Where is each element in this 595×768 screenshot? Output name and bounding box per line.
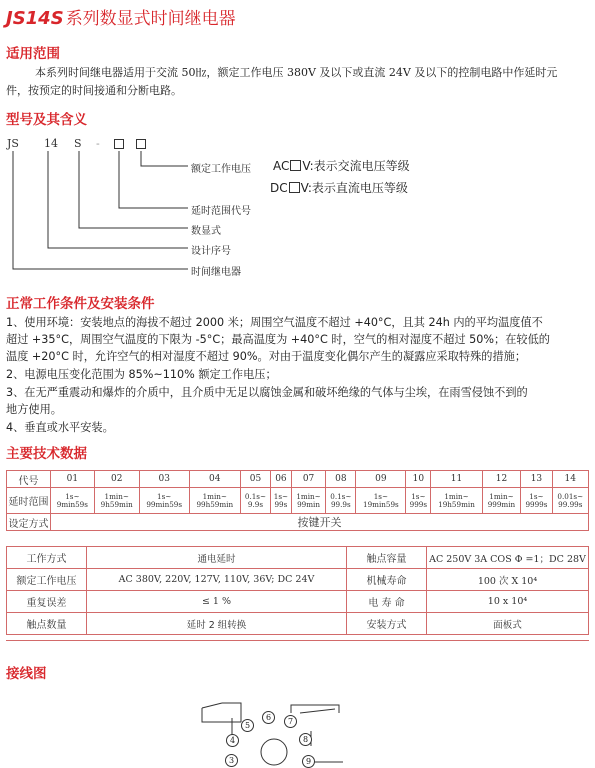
title-model: JS14S [6, 8, 64, 29]
meaning-digital: 数显式 [191, 226, 221, 237]
spec-label: 安装方式 [347, 613, 427, 635]
spec-value: 面板式 [427, 613, 589, 635]
ac-voltage-note [273, 157, 410, 174]
range-cell: 1s~ 999s [406, 488, 431, 514]
range-cell: 1s~ 19min59s [356, 488, 406, 514]
code-dash: - [96, 137, 100, 150]
range-cell: 1s~ 9999s [521, 488, 552, 514]
conditions-line-1: 1、使用环境：安装地点的海拔不超过 2000 米；周围空气温度不超过 +40°C，且其 24h 内的平均温度值不 [6, 316, 543, 329]
terminal-8: 8 [299, 733, 312, 746]
table-row [7, 514, 589, 531]
code-cell: 09 [356, 471, 406, 488]
table-row [7, 569, 589, 591]
spec-value: 10 x 10⁴ [427, 591, 589, 613]
spec-value: AC 380V, 220V, 127V, 110V, 36V; DC 24V [87, 569, 347, 591]
row-label-range: 延时范围 [7, 488, 51, 514]
code-cell: 03 [139, 471, 189, 488]
ac-suffix: V:表示交流电压等级 [302, 159, 410, 173]
code-js: JS [7, 137, 19, 150]
terminal-3: 3 [225, 754, 238, 767]
conditions-line-5: 3、在无严重震动和爆炸的介质中，且介质中无足以腐蚀金属和破坏绝缘的气体与尘埃，在雨雪侵蚀不到的 [6, 386, 528, 399]
spec-label: 电 寿 命 [347, 591, 427, 613]
range-cell: 1min~ 19h59min [431, 488, 482, 514]
meaning-design-no: 设计序号 [191, 246, 231, 257]
spec-label: 额定工作电压 [7, 569, 87, 591]
ac-box [290, 160, 301, 171]
tech-heading: 主要技术数据 [6, 446, 87, 462]
title-rest: 系列数显式时间继电器 [65, 9, 236, 29]
terminal-4: 4 [226, 734, 239, 747]
spec-value: 通电延时 [87, 547, 347, 569]
range-cell: 1min~ 99h59min [189, 488, 240, 514]
range-cell: 1s~ 99s [271, 488, 292, 514]
spec-value: 延时 2 组转换 [87, 613, 347, 635]
range-cell: 0.01s~ 99.99s [552, 488, 588, 514]
terminal-6: 6 [262, 711, 275, 724]
scope-line-2: 件，按预定的时间接通和分断电路。 [6, 84, 182, 97]
conditions-line-3: 温度 +20°C 时，允许空气的相对湿度不超过 90%。对由于温度变化偶尔产生的凝露应采取特殊的措施； [6, 350, 527, 363]
table-row [7, 547, 589, 569]
ac-prefix: AC [273, 159, 290, 173]
scope-line-1: 本系列时间继电器适用于交流 50㎐，额定工作电压 380V 及以下或直流 24V 及以下的控制电路中作延时元 [35, 66, 558, 79]
range-cell: 1s~ 99min59s [139, 488, 189, 514]
dc-box [289, 182, 300, 193]
conditions-line-2: 超过 +35°C，周围空气温度的下限为 -5°C；最高温度为 +40°C 时，空气的相对湿度不超过 50%；在较低的 [6, 333, 550, 346]
table-row [7, 613, 589, 635]
meaning-voltage: 额定工作电压 [191, 164, 251, 175]
table-row [7, 471, 589, 488]
dc-prefix: DC [270, 181, 288, 195]
code-cell: 13 [521, 471, 552, 488]
range-cell: 1min~ 99min [291, 488, 325, 514]
terminal-5: 5 [241, 719, 254, 732]
table-row [7, 488, 589, 514]
range-cell: 1s~ 9min59s [51, 488, 95, 514]
spec-label: 重复误差 [7, 591, 87, 613]
code-cell: 04 [189, 471, 240, 488]
spec-label: 工作方式 [7, 547, 87, 569]
dc-voltage-note [270, 179, 408, 196]
code-cell: 06 [271, 471, 292, 488]
code-cell: 07 [291, 471, 325, 488]
code-box-2 [136, 139, 146, 149]
spec-value: 100 次 X 10⁴ [427, 569, 589, 591]
spec-value: ≤ 1 % [87, 591, 347, 613]
model-heading: 型号及其含义 [6, 112, 87, 128]
code-cell: 01 [51, 471, 95, 488]
wiring-heading: 接线图 [6, 666, 47, 682]
range-cell: 1min~ 9h59min [94, 488, 139, 514]
table-row [7, 591, 589, 613]
code-cell: 11 [431, 471, 482, 488]
range-cell: 1min~ 999min [482, 488, 521, 514]
code-s: S [74, 137, 82, 150]
conditions-heading: 正常工作条件及安装条件 [6, 296, 155, 312]
conditions-line-7: 4、垂直或水平安装。 [6, 421, 114, 434]
tech-table [6, 470, 589, 531]
range-cell: 0.1s~ 99.9s [326, 488, 356, 514]
conditions-line-6: 地方使用。 [6, 403, 62, 416]
range-cell: 0.1s~ 9.9s [240, 488, 270, 514]
specs-bottom-divider [6, 640, 589, 641]
specs-table [6, 546, 589, 635]
scope-heading: 适用范围 [6, 46, 60, 62]
code-cell: 05 [240, 471, 270, 488]
code-cell: 12 [482, 471, 521, 488]
spec-label: 触点数量 [7, 613, 87, 635]
terminal-9: 9 [302, 755, 315, 768]
code-cell: 08 [326, 471, 356, 488]
meaning-time-relay: 时间继电器 [191, 267, 241, 278]
code-cell: 02 [94, 471, 139, 488]
row-label-setting: 设定方式 [7, 514, 51, 531]
meaning-range-code: 延时范围代号 [191, 206, 251, 217]
code-box-1 [114, 139, 124, 149]
conditions-line-4: 2、电源电压变化范围为 85%~110% 额定工作电压； [6, 368, 277, 381]
code-cell: 10 [406, 471, 431, 488]
spec-label: 机械寿命 [347, 569, 427, 591]
row-label-code: 代号 [7, 471, 51, 488]
dc-suffix: V:表示直流电压等级 [300, 181, 408, 195]
code-14: 14 [44, 137, 58, 150]
page-title [6, 4, 236, 29]
spec-value: AC 250V 3A COS Φ =1；DC 28V [427, 547, 589, 569]
setting-mode-cell: 按键开关 [51, 514, 589, 531]
spec-label: 触点容量 [347, 547, 427, 569]
terminal-7: 7 [284, 715, 297, 728]
code-cell: 14 [552, 471, 588, 488]
